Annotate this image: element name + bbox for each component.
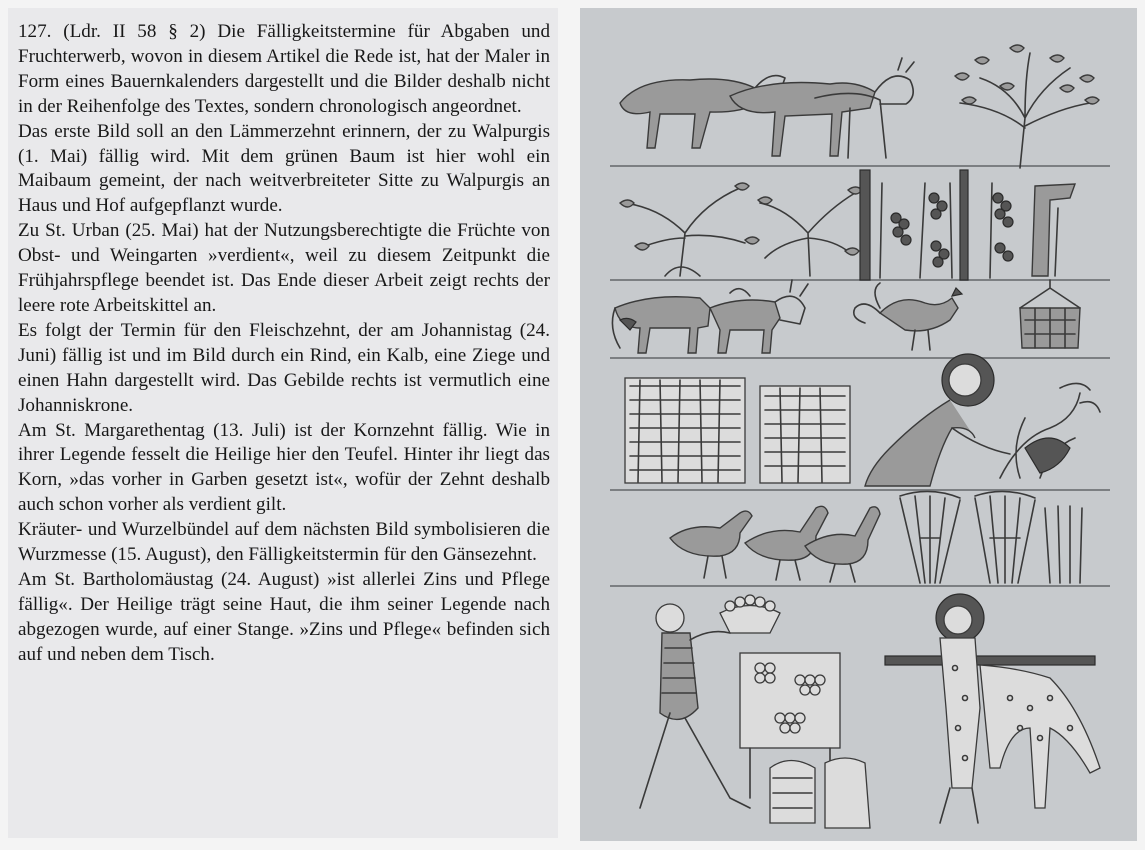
geese-figure <box>670 506 880 582</box>
table-figure <box>740 653 870 828</box>
paragraph-johannistag: Es folgt der Termin für den Fleischzehnt, der am Johannistag (24. Juni) fällig ist und im Bild durch ein Rind, ein Kalb, eine Ziege und einen Hahn dargestellt wird. Das Gebilde rechts ist vermutlich eine Johanniskrone. <box>18 319 550 416</box>
may-tree-figure <box>955 45 1099 168</box>
st-bartholomew-figure <box>885 594 1100 823</box>
paragraph-st-urban: Zu St. Urban (25. Mai) hat der Nutzungsberechtigte die Früchte von Obst- und Weingarten »verdient«, weil zu diesem Zeitpunkt die Frühjahrspflege beendet ist. Das Ende dieser Arbeit zeigt rechts der leere rote Arbeitskittel an. <box>18 220 550 316</box>
johannis-crown-figure <box>1020 280 1080 348</box>
grain-sheaves-figure <box>625 378 850 483</box>
paragraph-wurzmesse: Kräuter- und Wurzelbündel auf dem nächsten Bild symbolisieren die Wurzmesse (15. August), den Fälligkeitstermin für den Gänsezehnt. <box>18 519 550 566</box>
paragraph-walpurgis: Das erste Bild soll an den Lämmerzehnt erinnern, der zu Walpurgis (1. Mai) fällig wird. Mit dem grünen Baum ist hier wohl ein Maibaum gemeint, der nach weitverbreiteter Sitte zu Walpurgis an Haus und Hof aufgepflanzt wurde. <box>18 120 550 217</box>
vineyard-figure <box>860 170 1013 280</box>
st-margaret-figure <box>865 354 1010 486</box>
text-column <box>8 8 558 838</box>
rooster-figure <box>854 283 962 350</box>
lambs-figure <box>620 58 914 158</box>
cattle-figure <box>612 297 710 353</box>
orchard-figure <box>620 183 862 276</box>
work-smock-figure <box>1032 184 1075 276</box>
devil-figure <box>1000 383 1100 478</box>
paragraph-margarethentag: Am St. Margarethentag (13. Juli) ist der Kornzehnt fällig. Wie in ihrer Legende fesselt die Heilige hier den Teufel. Hinter ihr liegt das Korn, »das vorher in Garben gesetzt ist«, wofür der Zehnt deshalb auch schon vorher als verdient gilt. <box>18 419 550 516</box>
calf-goat-figure <box>710 280 808 353</box>
peasant-calendar-illustration <box>580 8 1137 841</box>
paragraph-intro: 127. (Ldr. II 58 § 2) Die Fälligkeitstermine für Abgaben und Fruchterwerb, wovon in diesem Artikel die Rede ist, hat der Maler in Form eines Bauernkalenders dargestellt und die Bilder deshalb nicht in der Reihenfolge des Textes, sondern chronologisch angeordnet. <box>18 21 550 117</box>
illustration-panel <box>580 8 1137 841</box>
paragraph-bartholomaeustag: Am St. Bartholomäustag (24. August) »ist allerlei Zins und Pflege fällig«. Der Heilige trägt seine Haut, die ihm seiner Legende nach abgezogen wurde, auf einer Stange. »Zins und Pflege« befinden sich auf und neben dem Tisch. <box>18 568 550 665</box>
herb-bundles-figure <box>900 491 1082 583</box>
